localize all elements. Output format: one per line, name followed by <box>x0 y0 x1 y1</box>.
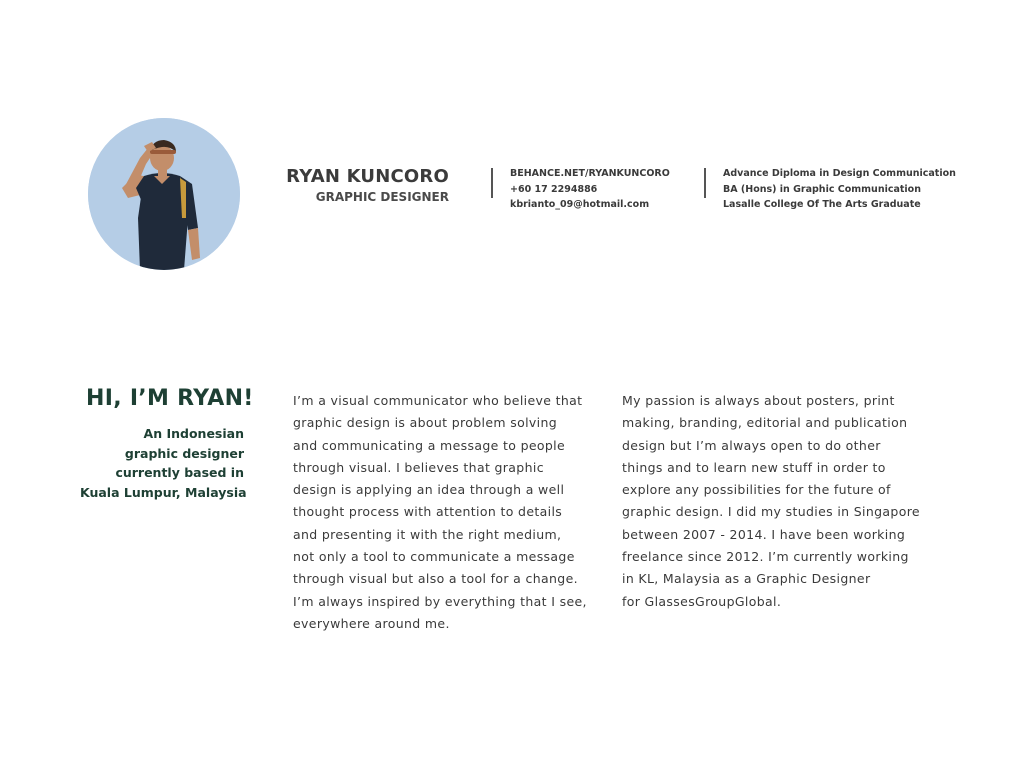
tagline-line: Kuala Lumpur, Malaysia <box>80 484 247 500</box>
tagline-line: currently based in <box>115 465 244 480</box>
about-column-1 <box>293 390 587 635</box>
tagline-line: graphic designer <box>124 445 244 461</box>
about-line: thought process with attention to details <box>293 504 563 520</box>
designer-role: GRAPHIC DESIGNER <box>315 190 449 204</box>
about-line: graphic design is about problem solving <box>293 415 558 431</box>
about-line: design is applying an idea through a well <box>293 482 565 498</box>
about-line: My passion is always about posters, print <box>622 393 895 408</box>
person-illustration <box>88 118 240 270</box>
about-line: for GlassesGroupGlobal. <box>622 593 782 609</box>
about-line: explore any possibilities for the future of <box>622 482 891 498</box>
about-line: between 2007 - 2014. I have been working <box>622 526 906 542</box>
behance-link[interactable]: BEHANCE.NET/RYANKUNCORO <box>510 168 670 179</box>
about-line: I’m a visual communicator who believe that <box>293 393 583 408</box>
profile-photo <box>88 118 240 270</box>
education-info <box>723 166 956 213</box>
education-item: Lasalle College Of The Arts Graduate <box>723 199 921 210</box>
contact-info <box>510 166 670 213</box>
about-line: and communicating a message to people <box>293 437 566 453</box>
name-block <box>270 166 449 205</box>
about-line: things and to learn new stuff in order to <box>622 459 886 475</box>
tagline-line: An Indonesian <box>143 426 244 441</box>
about-column-2 <box>622 390 920 613</box>
about-line: through visual but also a tool for a change. <box>293 571 578 587</box>
education-item: BA (Hons) in Graphic Communication <box>723 183 921 195</box>
about-line: in KL, Malaysia as a Graphic Designer <box>622 571 871 587</box>
education-item: Advance Diploma in Design Communication <box>723 168 956 179</box>
about-line: I’m always inspired by everything that I see, <box>293 593 587 609</box>
email-link[interactable]: kbrianto_09@hotmail.com <box>510 199 650 210</box>
greeting-heading: HI, I’M RYAN! <box>86 386 254 411</box>
designer-name: RYAN KUNCORO <box>286 166 449 187</box>
tagline <box>80 424 247 502</box>
about-line: everywhere around me. <box>293 615 450 631</box>
about-line: graphic design. I did my studies in Singapore <box>622 504 920 520</box>
about-line: making, branding, editorial and publication <box>622 415 908 431</box>
header-divider <box>704 168 706 198</box>
about-line: design but I’m always open to do other <box>622 437 881 453</box>
about-line: not only a tool to communicate a message <box>293 549 575 565</box>
phone-number: +60 17 2294886 <box>510 183 598 195</box>
header-divider <box>491 168 493 198</box>
about-line: and presenting it with the right medium, <box>293 526 562 542</box>
about-line: freelance since 2012. I’m currently working <box>622 549 909 565</box>
about-line: through visual. I believes that graphic <box>293 459 544 475</box>
